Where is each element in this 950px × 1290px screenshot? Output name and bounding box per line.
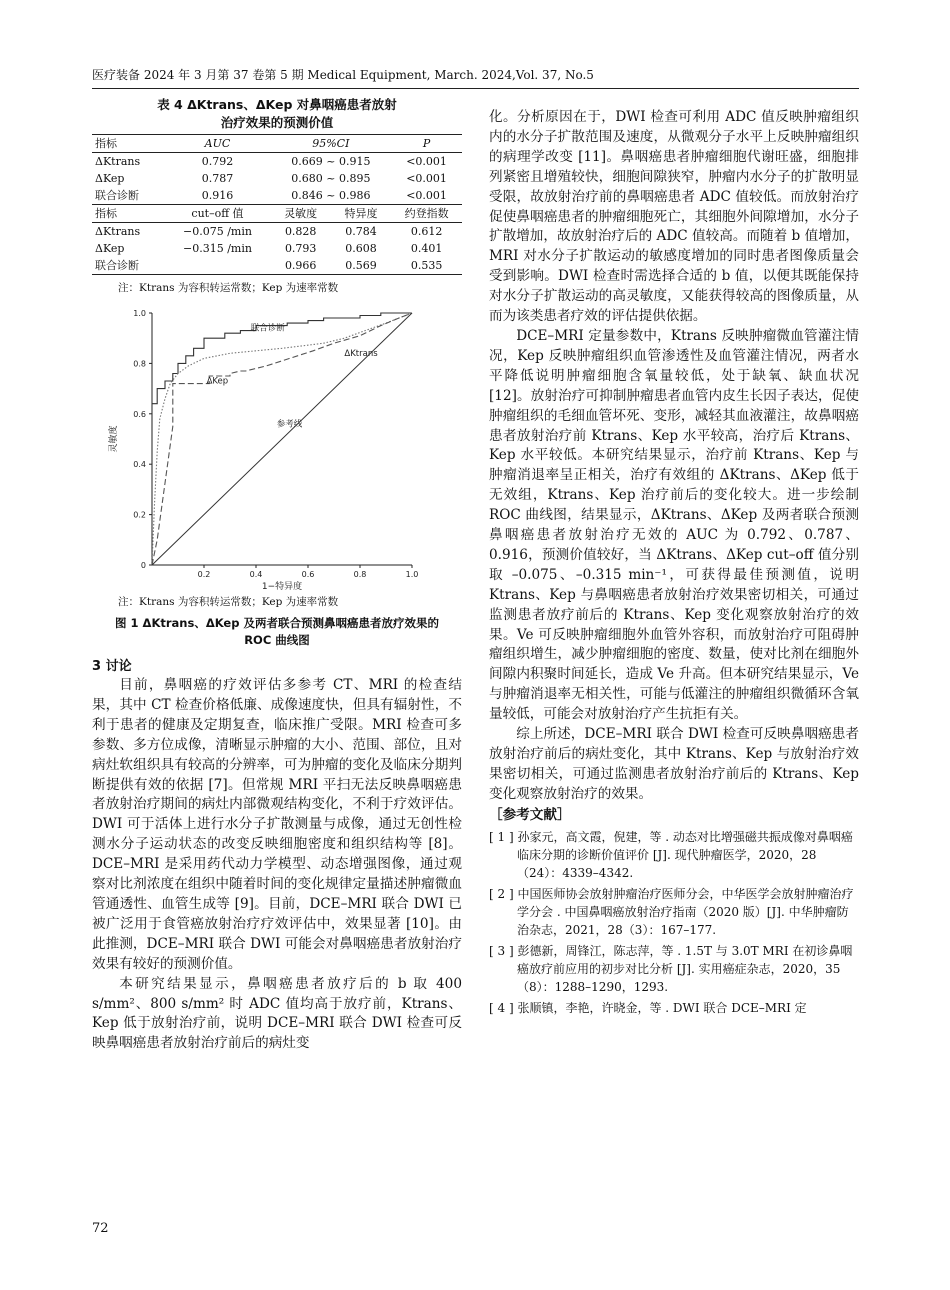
y-axis-label: 灵敏度 [109, 425, 119, 453]
x-axis-label: 1−特异度 [261, 582, 303, 592]
body-paragraph: 本研究结果显示，鼻咽癌患者放疗后的 b 取 400 s/mm²、800 s/mm² 时 ADC 值均高于放疗前，Ktrans、Kep 低于放射治疗前，说明 DCE–MRI 联合 DWI 检查可反映鼻咽癌患者放射治疗前后的病灶变 [92, 975, 462, 1052]
table-header-row [92, 205, 462, 223]
table-row [92, 240, 462, 257]
table-cell: ΔKep [95, 172, 125, 185]
table-caption-line2: 治疗效果的预测价值 [220, 115, 334, 130]
references-heading: ［参考文献］ [489, 806, 571, 823]
body-paragraph: 化。分析原因在于，DWI 检查可利用 ADC 值反映肿瘤组织内的水分子扩散范围及速度，从微观分子水平上反映肿瘤组织的病理学改变 [11]。鼻咽癌患者肿瘤细胞代谢旺盛，细胞排列紧密且增殖较快，细胞间隙狭窄，肿瘤内水分子的扩散明显受限，故放射治疗前的鼻咽癌患者 ADC 值较低。而放射治疗促使鼻咽癌患者的肿瘤细胞死亡，其细胞外间隙增加，水分子扩散增加，故放射治疗后的 ADC 值较高。而随着 b 值增加，MRI 对水分子扩散运动的敏感度增加的同时患者图像质量会受到影响。DWI 检查时需选择合适的 b 值，以便其既能保持对水分子扩散运动的高灵敏度，又能获得较高的图像质量，从而为该类患者疗效的评估提供依据。 [489, 109, 859, 325]
figure-note: 注：Ktrans 为容积转运常数；Kep 为速率常数 [118, 596, 339, 608]
y-tick-label: 0.6 [133, 409, 146, 419]
table-cell: 0.846 ~ 0.986 [291, 189, 371, 202]
table-cell: 0.828 [271, 223, 331, 241]
table-cell: 0.916 [201, 189, 234, 202]
table-cell: 0.612 [391, 223, 462, 241]
table-cell: 0.669 ~ 0.915 [271, 153, 392, 171]
table-cell: ΔKtrans [92, 153, 164, 171]
table-header-row [92, 135, 462, 153]
header-rule [92, 88, 859, 89]
table-row [92, 223, 462, 241]
x-tick-label: 1.0 [405, 570, 419, 579]
y-tick-label: 1.0 [133, 309, 146, 318]
table-row [92, 170, 462, 187]
section-heading: 3 讨论 [92, 659, 132, 674]
table-cell: <0.001 [391, 153, 462, 171]
table-cell: <0.001 [406, 172, 447, 185]
table-cell: ΔKep [95, 242, 125, 255]
table-cell: −0.075 /min [164, 223, 270, 241]
reference-item: [ 3 ] 彭德新，周锋江，陈志萍，等 . 1.5T 与 3.0T MRI 在初诊鼻咽癌放疗前应用的初步对比分析 [J]. 实用癌症杂志，2020，35（8）：1288–1290，1293. [489, 943, 853, 994]
figure-caption-line1: 图 1 ΔKtrans、ΔKep 及两者联合预测鼻咽癌患者放疗效果的 [115, 616, 439, 630]
table-header-cell: 特异度 [331, 205, 391, 223]
table-cell: 0.401 [410, 242, 443, 255]
table-row [92, 153, 462, 171]
reference-item: [ 2 ] 中国医师协会放射肿瘤治疗医师分会，中华医学会放射肿瘤治疗学分会 . 中国鼻咽癌放射治疗指南（2020 版）[J]. 中华肿瘤防治杂志，2021，28（3）：167–177. [489, 886, 854, 937]
page-number: 72 [92, 1221, 109, 1236]
table-cell: 0.792 [164, 153, 270, 171]
table-header-cell: P [391, 135, 462, 153]
body-paragraph: DCE–MRI 定量参数中，Ktrans 反映肿瘤微血管灌注情况，Kep 反映肿瘤组织血管渗透性及血管灌注情况，两者水平降低说明肿瘤细胞含氧量较低，处于缺氧、缺血状况 [12]。放射治疗可抑制肿瘤患者血管内皮生长因子表达，促使肿瘤组织的毛细血管坏死、变形，减轻其血液灌注，故鼻咽癌患者放射治疗前 Ktrans、Kep 水平较高，治疗后 Ktrans、Kep 水平较低。本研究结果显示，治疗前 Ktrans、Kep 与肿瘤消退率呈正相关，治疗有效组的 ΔKtrans、ΔKep 低于无效组，Ktrans、Kep 治疗前后的变化较大。进一步绘制 ROC 曲线图，结果显示，ΔKtrans、ΔKep 及两者联合预测鼻咽癌患者放射治疗无效的 AUC 为 0.792、0.787、0.916，预测价值较好，当 ΔKtrans、ΔKep cut–off 值分别取 –0.075、–0.315 min⁻¹，可获得最佳预测值，说明 Ktrans、Kep 与鼻咽癌患者放射治疗效果密切相关，可通过监测患者放疗前后的 Ktrans、Kep 变化观察放射治疗的效果。Ve 可反映肿瘤细胞外血管外容积，而放射治疗可阻碍肿瘤组织增生，减少肿瘤细胞的密度、数量，使对比剂在细胞外间隙内积聚时间延长，造成 Ve 升高。但本研究结果显示，Ve 与肿瘤消退率无相关性，可能与低灌注的肿瘤组织微循环含氧量较低，可能会对放射治疗产生抗拒有关。 [489, 327, 859, 723]
table-header-cell: 灵敏度 [271, 205, 331, 223]
table-cell: 联合诊断 [95, 189, 139, 202]
table-cell: −0.315 /min [182, 242, 252, 255]
table-cell: 联合诊断 [92, 257, 164, 275]
table-cell: 0.793 [284, 242, 317, 255]
y-tick-label: 0.2 [133, 510, 146, 520]
results-table [92, 134, 462, 275]
table-header-cell: 指标 [92, 205, 164, 223]
x-tick-label: 0.8 [353, 570, 367, 579]
y-tick-label: 0.4 [133, 460, 146, 470]
figure-caption [92, 615, 462, 649]
table-cell: 0.569 [331, 257, 391, 275]
running-header: 医疗装备 2024 年 3 月第 37 卷第 5 期 Medical Equipment, March. 2024,Vol. 37, No.5 [92, 68, 594, 82]
table-row [92, 257, 462, 275]
body-paragraph: 目前，鼻咽癌的疗效评估多参考 CT、MRI 的检查结果，其中 CT 检查价格低廉、成像速度快，但具有辐射性，不利于患者的健康及定期复查，临床推广受限。MRI 检查可多参数、多方位成像，清晰显示肿瘤的大小、范围、部位，且对病灶软组织具有较高的分辨率，可为肿瘤的变化及临床分期判断提供有效的依据 [7]。但常规 MRI 平扫无法反映鼻咽癌患者放射治疗期间的病灶内部微观结构变化，不利于疗效评估。DWI 可于活体上进行水分子扩散测量与成像，通过无创性检测水分子运动状态的改变反映细胞密度和组织结构等 [8]。DCE–MRI 是采用药代动力学模型、动态增强图像，通过观察对比剂浓度在组织中随着时间的变化规律定量描述肿瘤微血管通透性、血管生成等 [9]。目前，DCE–MRI 联合 DWI 已被广泛用于食管癌放射治疗疗效评估中，效果显著 [10]。由此推测，DCE–MRI 联合 DWI 可能会对鼻咽癌患者放射治疗效果有较好的预测价值。 [92, 677, 462, 972]
annotation-dktrans: ΔKtrans [344, 348, 378, 359]
table-cell: <0.001 [406, 189, 447, 202]
table-cell [164, 257, 270, 275]
y-tick-label: 0 [140, 561, 146, 570]
table-cell: 0.535 [391, 257, 462, 275]
annotation-combined: 联合诊断 [250, 323, 285, 334]
table-header-cell: 指标 [92, 135, 164, 153]
table-row [92, 187, 462, 205]
y-tick-label: 0.8 [133, 359, 146, 369]
right-column [489, 108, 859, 1017]
table-cell: 0.608 [345, 242, 377, 255]
annotation-dkep: ΔKep [206, 376, 229, 387]
table-cell: 0.680 ~ 0.895 [291, 172, 371, 185]
figure-caption-line2: ROC 曲线图 [244, 633, 310, 647]
table-caption [92, 96, 462, 132]
reference-item: [ 1 ] 孙家元，高文霞，倪建，等 . 动态对比增强磁共振成像对鼻咽癌临床分期的诊断价值评价 [J]. 现代肿瘤医学，2020，28（24）：4339–4342. [489, 829, 853, 880]
table-cell: ΔKtrans [92, 223, 164, 241]
table-note: 注：Ktrans 为容积转运常数；Kep 为速率常数 [118, 282, 339, 294]
table-header-cell: 95%CI [271, 135, 392, 153]
body-paragraph: 综上所述，DCE–MRI 联合 DWI 检查可反映鼻咽癌患者放射治疗前后的病灶变化，其中 Ktrans、Kep 与放射治疗效果密切相关，可通过监测患者放射治疗前后的 Ktrans、Kep 变化观察放射治疗的效果。 [489, 726, 859, 802]
x-tick-label: 0.6 [301, 570, 315, 579]
x-tick-label: 0.4 [249, 570, 263, 579]
left-column [92, 96, 462, 1054]
roc-figure [92, 303, 462, 593]
table-caption-line1: 表 4 ΔKtrans、ΔKep 对鼻咽癌患者放射 [157, 97, 397, 112]
roc-chart [92, 303, 462, 593]
table-header-cell: AUC [164, 135, 270, 153]
table-header-cell: 约登指数 [391, 205, 462, 223]
table-cell: 0.787 [201, 172, 234, 185]
reference-item: [ 4 ] 张顺镇，李艳，许晓金，等 . DWI 联合 DCE–MRI 定 [489, 1000, 807, 1015]
annotation-reference: 参考线 [276, 419, 303, 430]
x-tick-label: 0.2 [197, 570, 211, 579]
table-cell: 0.784 [331, 223, 391, 241]
table-cell: 0.966 [271, 257, 331, 275]
table-header-cell: cut–off 值 [164, 205, 270, 223]
